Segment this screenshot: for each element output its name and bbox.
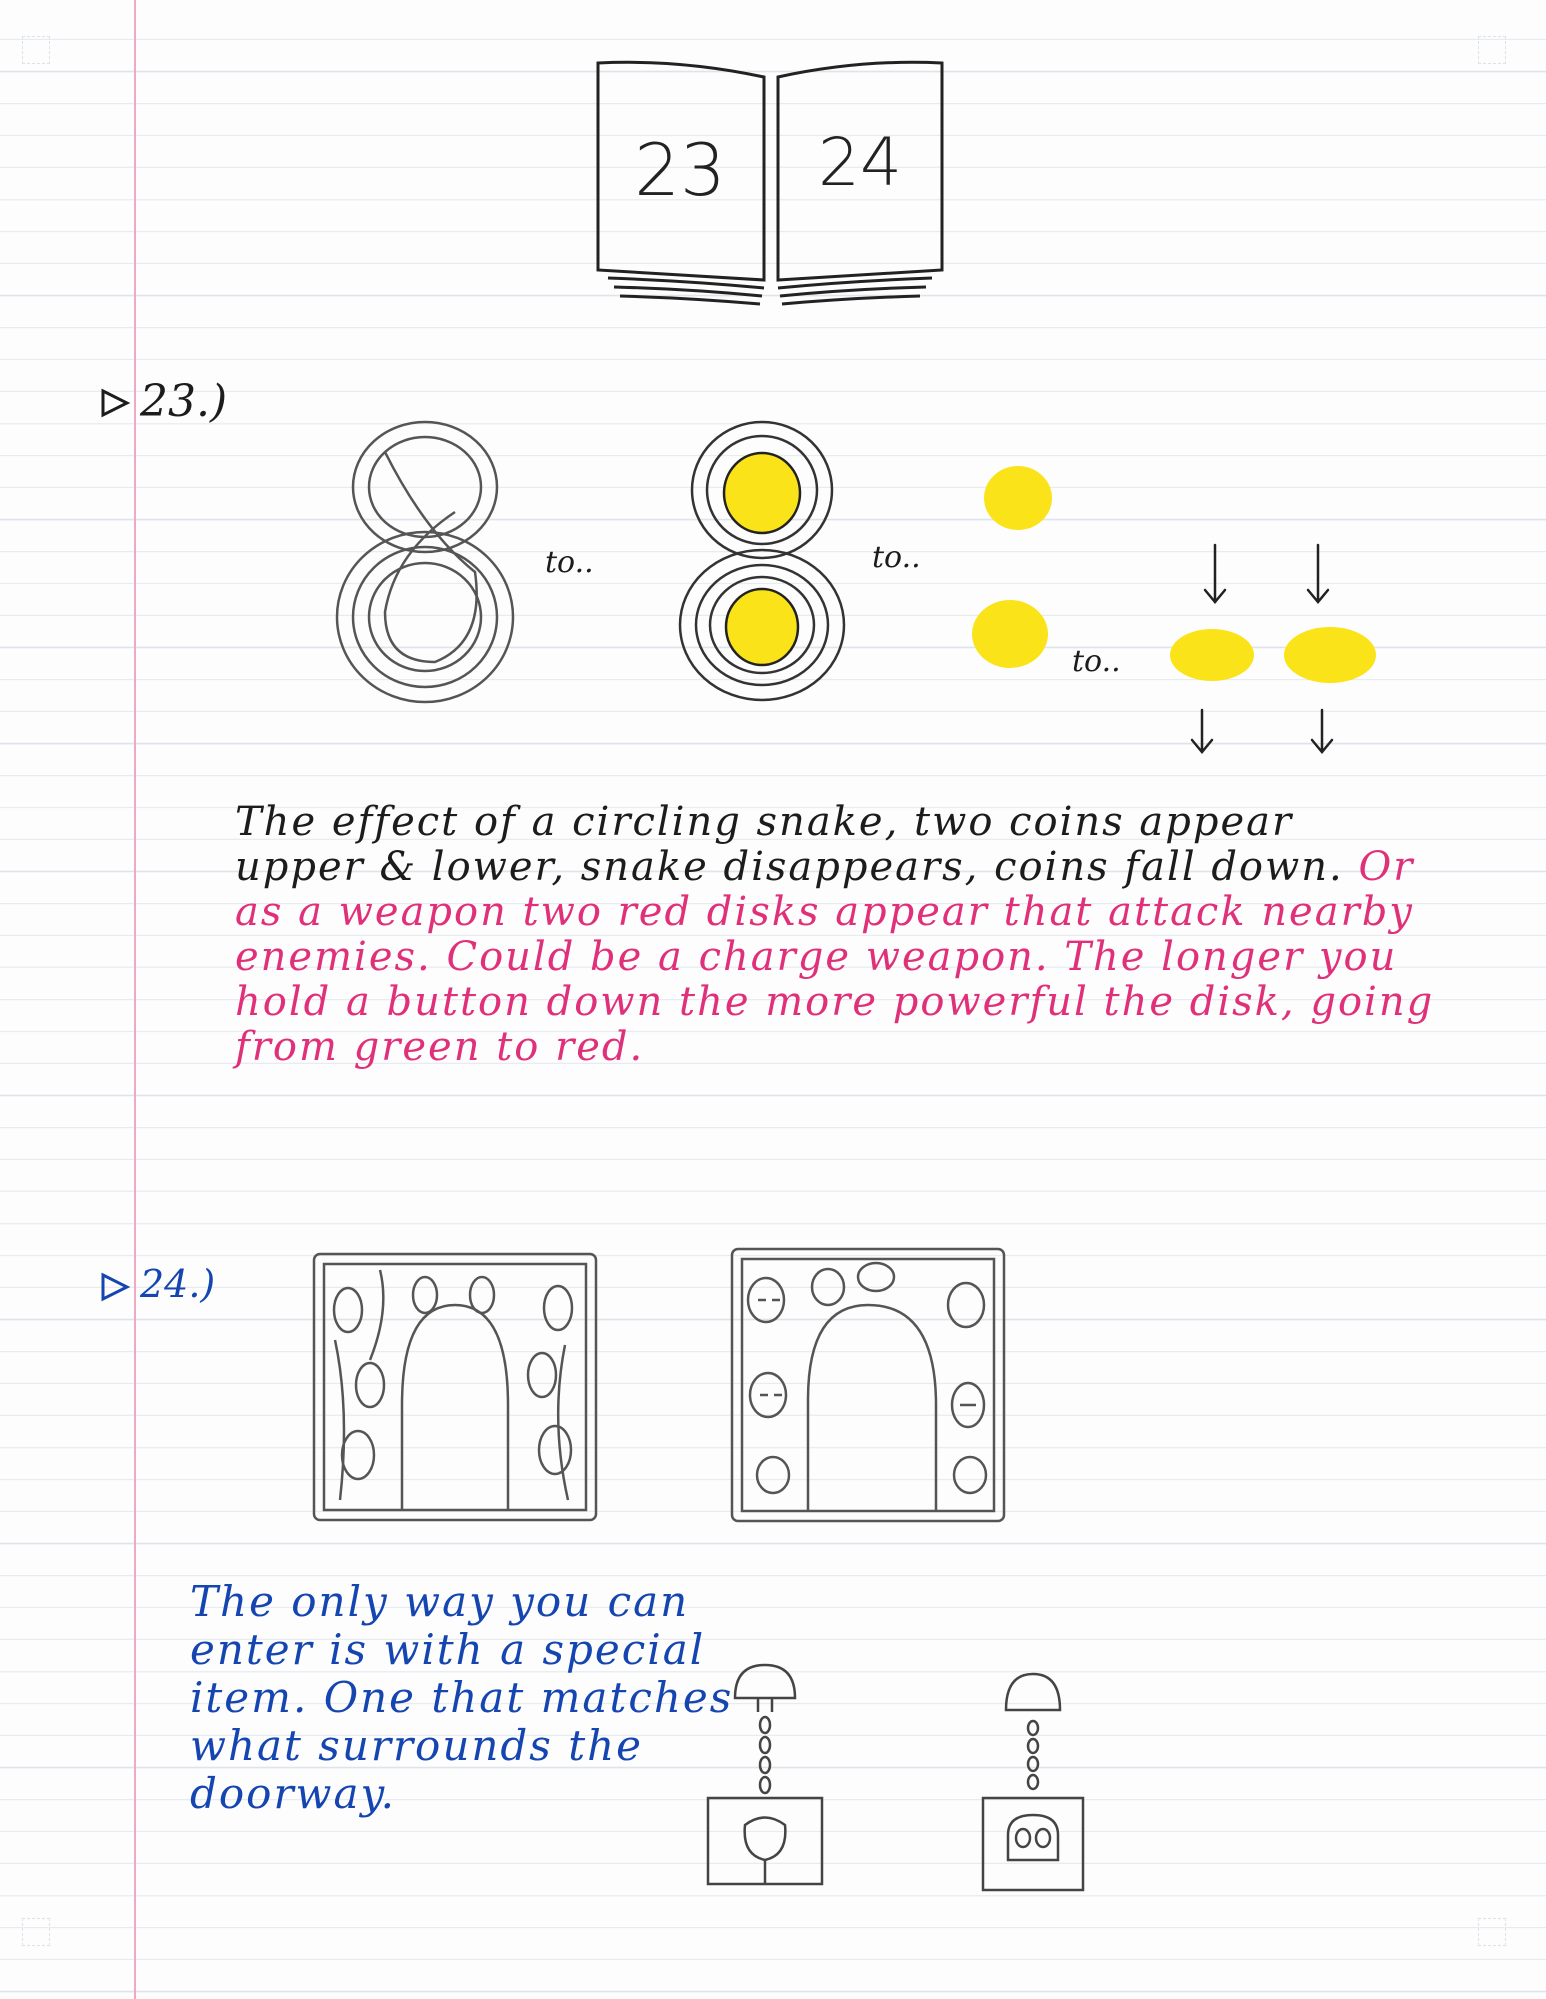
scan-mark bbox=[1478, 36, 1506, 64]
triangle-bullet-icon bbox=[100, 388, 130, 418]
snake-with-coins-sketch bbox=[675, 415, 850, 705]
entry-24-text-blue: The only way you can enter is with a special item. One that matches what surrounds the doorway. bbox=[190, 1577, 734, 1818]
to-label-2: to.. bbox=[872, 540, 921, 575]
entry-23-number: 23.) bbox=[140, 376, 228, 427]
entry-23-description bbox=[235, 800, 1435, 1070]
book-left-page-number: 23 bbox=[634, 128, 726, 212]
two-coins-sketch bbox=[970, 460, 1060, 670]
skull-key-item-sketch bbox=[978, 1660, 1088, 1890]
scan-mark bbox=[1478, 1918, 1506, 1946]
scan-mark bbox=[22, 1918, 50, 1946]
entry-24-number: 24.) bbox=[140, 1262, 216, 1306]
triangle-bullet-icon bbox=[100, 1272, 130, 1302]
skull-doorway-sketch bbox=[728, 1245, 1008, 1525]
book-right-page-number: 24 bbox=[818, 124, 902, 201]
entry-23-text-black: The effect of a circling snake, two coins appear upper & lower, snake disappears, coins fall down. bbox=[235, 799, 1344, 890]
margin-line bbox=[134, 0, 136, 1999]
open-book-drawing bbox=[580, 55, 980, 315]
rose-key-item-sketch bbox=[700, 1660, 830, 1890]
to-label-1: to.. bbox=[545, 545, 594, 580]
entry-23-text-pink: Or as a weapon two red disks appear that attack nearby enemies. Could be a charge weapon. The longer you hold a button down the more powerful the disk, going from green to red. bbox=[235, 844, 1435, 1070]
snake-figure-eight-sketch bbox=[325, 412, 525, 712]
scan-mark bbox=[22, 36, 50, 64]
falling-coins-sketch bbox=[1170, 540, 1380, 760]
to-label-3: to.. bbox=[1072, 644, 1121, 679]
rose-doorway-sketch bbox=[310, 1250, 600, 1525]
